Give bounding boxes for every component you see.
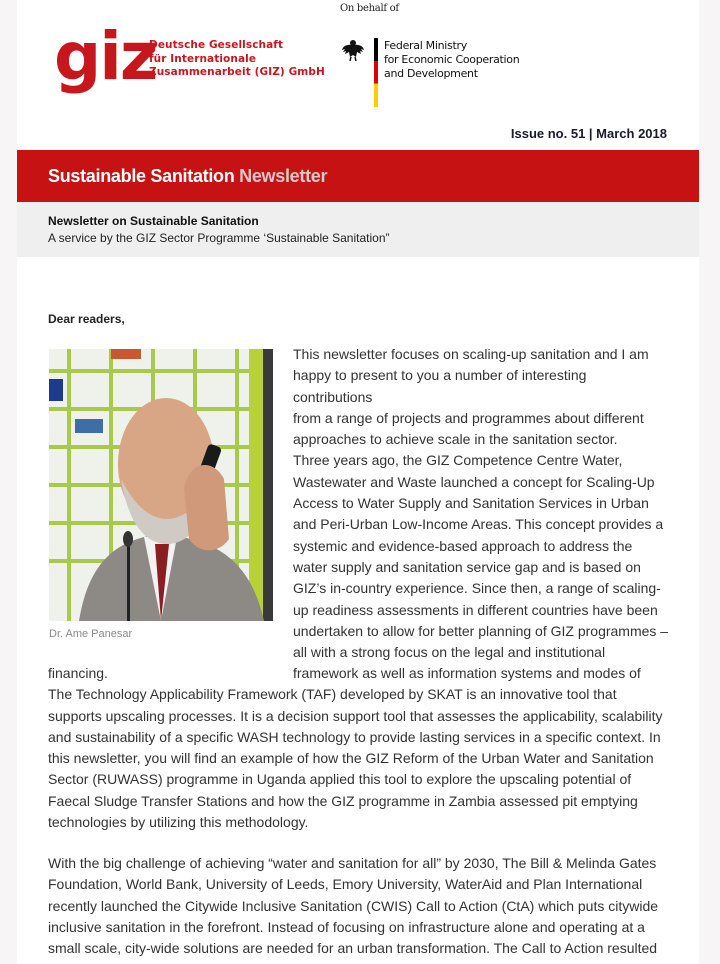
greeting: Dear readers, [48, 312, 125, 326]
ministry-name-line: for Economic Cooperation [384, 53, 520, 66]
intro-line: framework as well as information systems and modes of [293, 665, 641, 682]
body-line: The Technology Applicability Framework (TAF) developed by SKAT is an innovative tool that [48, 686, 617, 703]
intro-line: GIZ’s in-country experience. Since then, a range of scaling- [293, 580, 661, 597]
newsletter-title-main: Sustainable Sanitation [48, 166, 235, 186]
ministry-name-line: and Development [384, 67, 478, 80]
body-line: small scale, city-wide solutions are needed for an urban transformation. The Call to Action resulted [48, 940, 658, 957]
intro-line: This newsletter focuses on scaling-up sanitation and I am [293, 346, 649, 362]
title-banner [17, 150, 699, 202]
newsletter-title [48, 166, 327, 187]
body-line: With the big challenge of achieving “water and sanitation for all” by 2030, The Bill & Melinda Gates [48, 855, 657, 871]
author-photo [49, 349, 273, 621]
german-flag-stripe [374, 38, 378, 107]
intro-line: Three years ago, the GIZ Competence Centre Water, [293, 452, 623, 469]
newsletter-title-accent: Newsletter [239, 166, 328, 186]
intro-paragraph [293, 344, 669, 685]
intro-line: undertaken to allow for better planning of GIZ programmes – [293, 622, 669, 639]
on-behalf-label: On behalf of [340, 3, 399, 14]
newsletter-page [17, 0, 699, 964]
subtitle-text: A service by the GIZ Sector Programme ‘Sustainable Sanitation” [48, 231, 390, 245]
body-line: technologies by utilizing this methodology. [48, 814, 309, 831]
intro-line: all with a strong focus on the legal and institutional [293, 644, 606, 661]
intro-line: and Peri-Urban Low-Income Areas. This concept provides a [293, 516, 664, 533]
author-photo-illustration [49, 349, 273, 621]
giz-logo: giz [54, 18, 157, 95]
intro-line: approaches to achieve scale in the sanitation sector. [293, 431, 618, 448]
giz-name-line: für Internationale [149, 52, 257, 65]
ministry-name [384, 39, 554, 81]
cwis-paragraph [48, 853, 678, 959]
giz-name-line: Zusammenarbeit (GIZ) GmbH [149, 66, 325, 78]
body-line: Sector (RUWASS) programme in Uganda applied this tool to explore the upscaling potential of [48, 771, 632, 788]
intro-line: water supply and sanitation service gap and is based on [293, 558, 641, 575]
intro-line: Access to Water Supply and Sanitation Services in Urban [293, 495, 649, 512]
issue-label: Issue no. 51 | March 2018 [510, 126, 667, 141]
body-line: inclusive sanitation in the forefront. Instead of focusing on infrastructure alone and operating at a [48, 918, 645, 935]
body-line: this newsletter, you will find an example of how the GIZ Reform of the Urban Water and Sanitation [48, 750, 654, 767]
federal-eagle-icon [341, 38, 365, 62]
intro-line: systemic and evidence-based approach to address the [293, 537, 633, 554]
body-line: and sustainability of a specific WASH technology to provide lasting services in a specific context. In [48, 728, 661, 745]
ministry-name-line: Federal Ministry [384, 39, 467, 52]
body-line: Foundation, World Bank, University of Leeds, Emory University, WaterAid and Plan International [48, 876, 643, 893]
subtitle-heading: Newsletter on Sustainable Sanitation [48, 214, 259, 228]
body-line: supports upscaling processes. It is a decision support tool that assesses the applicability, scalability [48, 707, 663, 724]
taf-paragraph [48, 663, 678, 833]
body-line: financing. [48, 665, 108, 681]
intro-line: up readiness assessments in different countries have been [293, 601, 658, 618]
body-line: recently launched the Citywide Inclusive Sanitation (CWIS) Call to Action (CtA) which puts citywide [48, 897, 659, 914]
giz-organization-name [149, 39, 329, 80]
giz-name-line: Deutsche Gesellschaft [149, 39, 284, 51]
photo-caption: Dr. Ame Panesar [49, 628, 133, 640]
intro-line: Wastewater and Waste launched a concept for Scaling-Up [293, 473, 655, 490]
intro-line: from a range of projects and programmes about different [293, 409, 644, 426]
subtitle-band [17, 202, 699, 257]
intro-line: happy to present to you a number of interesting contributions [293, 367, 587, 405]
body-line: Faecal Sludge Transfer Stations and how the GIZ programme in Zambia assessed pit emptying [48, 792, 638, 809]
